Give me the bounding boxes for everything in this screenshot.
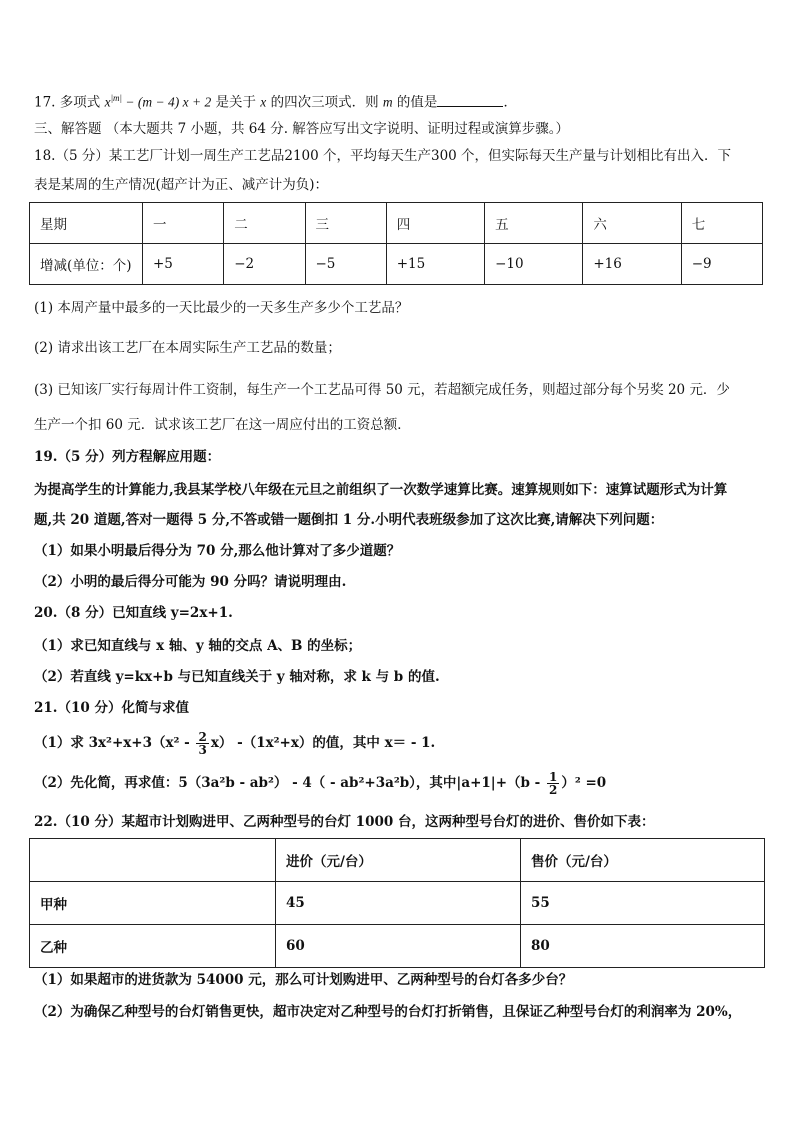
table-cell: 六	[583, 203, 681, 244]
q21-part2	[34, 768, 764, 798]
q18-part1: (1) 本周产量中最多的一天比最少的一天多生产多少个工艺品？	[34, 300, 409, 316]
table-cell: +15	[386, 244, 484, 285]
table-row	[30, 839, 765, 882]
q18-line1: 18.（5 分）某工艺厂计划一周生产工艺品2100 个，平均每天生产300 个，但实际每天生产量与计划相比有出入．下	[34, 148, 732, 164]
q18-part2: (2) 请求出该工艺厂在本周实际生产工艺品的数量；	[34, 340, 341, 356]
table-cell: +5	[143, 244, 224, 285]
q17-expr-base: x	[104, 94, 111, 110]
q17-var: x	[260, 94, 267, 110]
q17-mid: 是关于	[211, 94, 261, 111]
fraction	[547, 771, 559, 796]
table-cell: 乙种	[30, 925, 276, 968]
q19-line1: 为提高学生的计算能力,我县某学校八年级在元旦之前组织了一次数学速算比赛。速算规则如下：速算试题形式为计算	[34, 482, 728, 498]
q17-expr-rest: − (m − 4) x + 2	[122, 94, 212, 110]
q17-mid2: 的四次三项式．则	[266, 94, 383, 111]
question-17	[34, 88, 764, 113]
table-row	[30, 925, 765, 968]
q20-part2: （2）若直线 y=kx+b 与已知直线关于 y 轴对称，求 k 与 b 的值.	[34, 669, 440, 685]
fraction-denominator: 2	[548, 783, 558, 797]
q19-title: 19.（5 分）列方程解应用题：	[34, 449, 221, 465]
table-cell: 甲种	[30, 882, 276, 925]
q22-part1: （1）如果超市的进货款为 54000 元，那么可计划购进甲、乙两种型号的台灯各多少台？	[34, 972, 573, 988]
table-row	[30, 244, 763, 285]
fraction-numerator: 2	[198, 730, 207, 744]
q20-part1: （1）求已知直线与 x 轴、y 轴的交点 A、B 的坐标；	[34, 638, 362, 654]
table-cell: 七	[681, 203, 762, 244]
production-table	[29, 202, 763, 285]
table-cell: 60	[276, 925, 521, 968]
table-cell: 四	[386, 203, 484, 244]
q19-line2: 题,共 20 道题,答对一题得 5 分,不答或错一题倒扣 1 分.小明代表班级参加了这次比赛,请解决下列问题：	[34, 512, 664, 528]
q21-p1-pre: （1）求 3x²+x+3（x² -	[34, 735, 195, 751]
table-cell: 45	[276, 882, 521, 925]
table-cell: −10	[485, 244, 583, 285]
table-cell	[30, 839, 276, 882]
q19-part1: （1）如果小明最后得分为 70 分,那么他计算对了多少道题？	[34, 543, 401, 559]
q21-p2-pre: （2）先化简，再求值：5（3a²b - ab²） - 4（ - ab²+3a²b），其中|a+1|+（b -	[34, 775, 545, 791]
q18-line2: 表是某周的生产情况(超产计为正、减产计为负)：	[34, 177, 329, 193]
table-row	[30, 882, 765, 925]
table-cell: 80	[521, 925, 765, 968]
q20-title: 20.（8 分）已知直线 y=2x+1.	[34, 605, 233, 621]
section-heading: 三、解答题 （本大题共 7 小题，共 64 分. 解答应写出文字说明、证明过程或演算步骤。）	[34, 121, 570, 137]
q18-part3-line2: 生产一个扣 60 元．试求该工艺厂在这一周应付出的工资总额．	[34, 417, 411, 433]
table-cell: −9	[681, 244, 762, 285]
table-cell: 三	[305, 203, 386, 244]
fraction-numerator: 1	[548, 770, 558, 784]
table-cell: 进价（元/台）	[276, 839, 521, 882]
table-row	[30, 203, 763, 244]
fraction-denominator: 3	[198, 743, 207, 757]
q21-p1-post: x） -（1x²+x）的值，其中 x＝ - 1.	[210, 735, 436, 751]
q22-title: 22.（10 分）某超市计划购进甲、乙两种型号的台灯 1000 台，这两种型号台灯的进价、售价如下表：	[34, 814, 655, 830]
q19-part2: （2）小明的最后得分可能为 90 分吗？请说明理由.	[34, 574, 347, 590]
table-cell: −2	[224, 244, 305, 285]
q17-expr-exponent: |m|	[110, 93, 123, 103]
q17-end: ．	[503, 94, 517, 111]
q17-suffix: 的值是	[392, 94, 438, 111]
answer-blank[interactable]	[437, 92, 503, 107]
q17-var2: m	[382, 94, 393, 110]
table-cell: 五	[485, 203, 583, 244]
fraction	[196, 731, 208, 756]
q21-title: 21.（10 分）化简与求值	[34, 700, 189, 716]
table-cell: +16	[583, 244, 681, 285]
table-cell: −5	[305, 244, 386, 285]
table-cell: 售价（元/台）	[521, 839, 765, 882]
q22-part2: （2）为确保乙种型号的台灯销售更快，超市决定对乙种型号的台灯打折销售，且保证乙种型号台灯的利润率为 20%，	[34, 1004, 742, 1020]
table-cell: 一	[143, 203, 224, 244]
q18-part3-line1: (3) 已知该厂实行每周计件工资制，每生产一个工艺品可得 50 元，若超额完成任务，则超过部分每个另奖 20 元．少	[34, 382, 730, 398]
table-cell: 星期	[30, 203, 143, 244]
q21-part1	[34, 728, 764, 758]
table-cell: 二	[224, 203, 305, 244]
lamp-price-table	[29, 838, 765, 968]
table-cell: 增减(单位：个)	[30, 244, 143, 285]
table-cell: 55	[521, 882, 765, 925]
q21-p2-post: ）² =0	[561, 775, 607, 791]
q17-prefix: 17. 多项式	[34, 94, 105, 111]
